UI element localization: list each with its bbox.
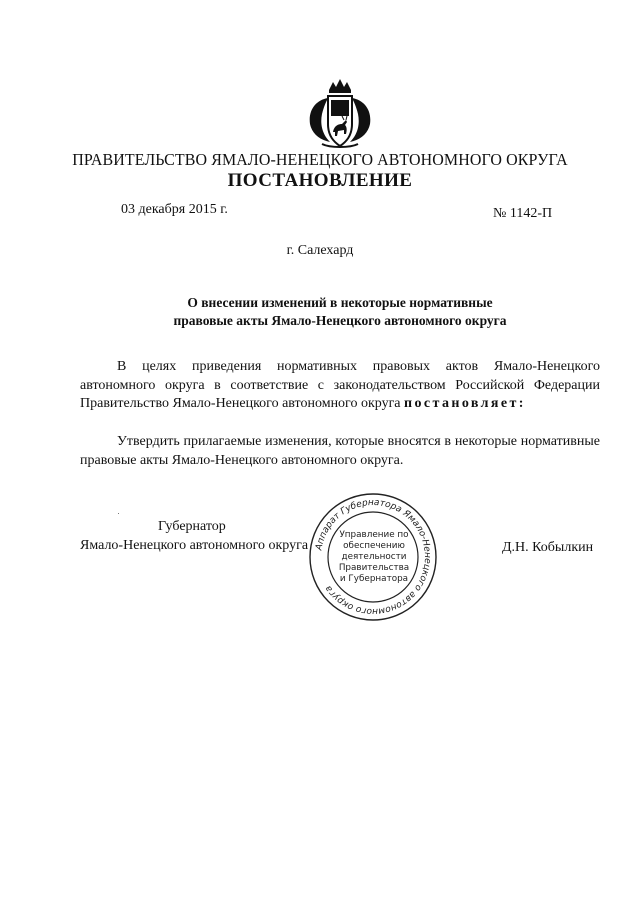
- document-date: 03 декабря 2015 г.: [121, 202, 228, 217]
- document-subject: [0, 294, 640, 330]
- stamp-ring-text: Аппарат Губернатора Ямало-Ненецкого автономного округа: [314, 497, 433, 617]
- stamp-line: деятельности: [341, 552, 407, 562]
- body-paragraph-1: [80, 358, 600, 414]
- signatory-name: Д.Н. Кобылкин: [502, 540, 594, 555]
- signatory-title: Губернатор: [158, 519, 226, 534]
- stamp-center-text: [336, 530, 412, 585]
- government-name: ПРАВИТЕЛЬСТВО ЯМАЛО-НЕНЕЦКОГО АВТОНОМНОГО ОКРУГА: [72, 150, 568, 169]
- signatory-region: Ямало-Ненецкого автономного округа: [80, 538, 309, 553]
- stamp-line: Правительства: [338, 563, 410, 573]
- stamp-line: и Губернатора: [339, 574, 409, 584]
- subject-line-2: правовые акты Ямало-Ненецкого автономного округа: [173, 313, 507, 328]
- document-type-title: ПОСТАНОВЛЕНИЕ: [227, 170, 413, 191]
- document-city: г. Салехард: [286, 243, 354, 258]
- resolves-word: постановляет:: [404, 396, 526, 411]
- stamp-line: обеспечению: [343, 541, 405, 551]
- scan-speck: [118, 513, 119, 514]
- coat-of-arms-emblem: [300, 76, 380, 151]
- body-paragraph-2: Утвердить прилагаемые изменения, которые вносятся в некоторые нормативные правовые акты Ямало-Ненецкого автономного округа.: [80, 434, 600, 468]
- document-number: № 1142-П: [493, 206, 553, 221]
- stamp-line: Управление по: [339, 530, 409, 540]
- paragraph-1-text: В целях приведения нормативных правовых актов Ямало-Ненецкого автономного округа в соответствие с законодательством Российской Федерации Правительство Ямало-Ненецкого автономного округа: [80, 359, 600, 411]
- subject-line-1: О внесении изменений в некоторые нормативные: [187, 295, 493, 310]
